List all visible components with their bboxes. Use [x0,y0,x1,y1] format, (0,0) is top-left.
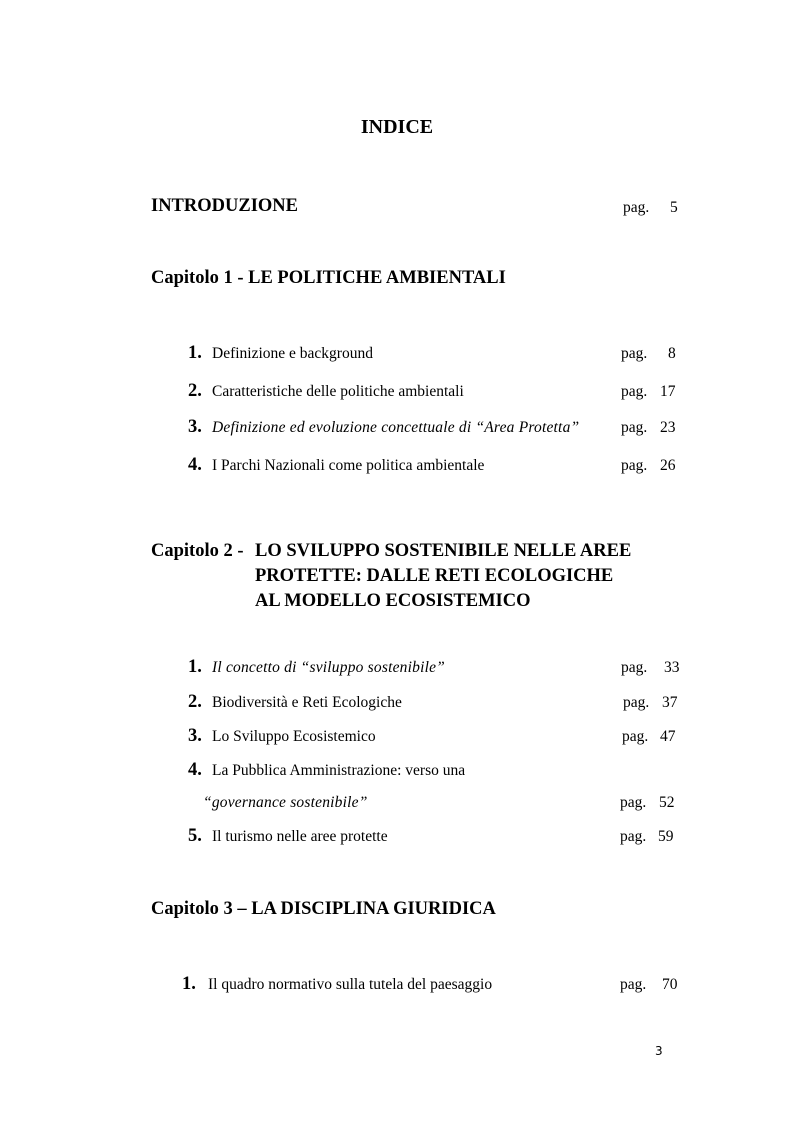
ch1-item3-number: 3. [188,417,202,437]
ch1-item3-page: 23 [660,419,676,436]
ch1-item4-number: 4. [188,455,202,475]
ch2-item1-text: Il concetto di “sviluppo sostenibile” [212,659,445,676]
ch1-item4-text: I Parchi Nazionali come politica ambientale [212,457,485,474]
ch2-item5-pag-label: pag. [620,828,647,845]
ch3-item1-number: 1. [182,974,196,994]
chapter3-heading: Capitolo 3 – LA DISCIPLINA GIURIDICA [151,899,496,919]
ch2-item3-text: Lo Sviluppo Ecosistemico [212,728,376,745]
chapter1-heading: Capitolo 1 - LE POLITICHE AMBIENTALI [151,268,506,288]
ch1-item3-text: Definizione ed evoluzione concettuale di “Area Protetta” [212,419,580,436]
ch2-item4-number: 4. [188,760,202,780]
ch2-item1-pag-label: pag. [621,659,648,676]
ch2-item3-number: 3. [188,726,202,746]
page-number: 3 [655,1044,663,1058]
ch2-item3-pag-label: pag. [622,728,649,745]
ch2-item1-page: 33 [664,659,680,676]
ch1-item1-text: Definizione e background [212,345,373,362]
ch2-item5-number: 5. [188,826,202,846]
ch3-item1-page: 70 [662,976,678,993]
ch2-item2-pag-label: pag. [623,694,650,711]
ch1-item2-pag-label: pag. [621,383,648,400]
ch3-item1-pag-label: pag. [620,976,647,993]
chapter2-title-line2: PROTETTE: DALLE RETI ECOLOGICHE [255,566,614,586]
ch2-item5-page: 59 [658,828,674,845]
intro-page-number: 5 [670,199,678,216]
ch2-item4-page: 52 [659,794,675,811]
ch1-item2-number: 2. [188,381,202,401]
chapter2-title-line1: LO SVILUPPO SOSTENIBILE NELLE AREE [255,541,632,561]
ch1-item1-number: 1. [188,343,202,363]
intro-heading: INTRODUZIONE [151,196,298,216]
ch2-item2-text: Biodiversità e Reti Ecologiche [212,694,402,711]
chapter2-label: Capitolo 2 - [151,541,244,561]
ch1-item3-pag-label: pag. [621,419,648,436]
intro-pag-label: pag. [623,199,650,216]
ch2-item5-text: Il turismo nelle aree protette [212,828,388,845]
ch1-item2-page: 17 [660,383,676,400]
ch1-item1-pag-label: pag. [621,345,648,362]
ch3-item1-text: Il quadro normativo sulla tutela del paesaggio [208,976,493,993]
page-title: INDICE [360,116,434,138]
chapter2-title-line3: AL MODELLO ECOSISTEMICO [255,591,531,611]
ch2-item3-page: 47 [660,728,676,745]
ch2-item4-text-continued: “governance sostenibile” [203,794,368,811]
ch1-item4-page: 26 [660,457,676,474]
ch1-item1-page: 8 [668,345,676,362]
ch2-item4-pag-label: pag. [620,794,647,811]
ch2-item2-number: 2. [188,692,202,712]
ch2-item2-page: 37 [662,694,678,711]
ch2-item1-number: 1. [188,657,202,677]
ch1-item4-pag-label: pag. [621,457,648,474]
ch1-item2-text: Caratteristiche delle politiche ambientali [212,383,464,400]
ch2-item4-text: La Pubblica Amministrazione: verso una [212,762,466,779]
